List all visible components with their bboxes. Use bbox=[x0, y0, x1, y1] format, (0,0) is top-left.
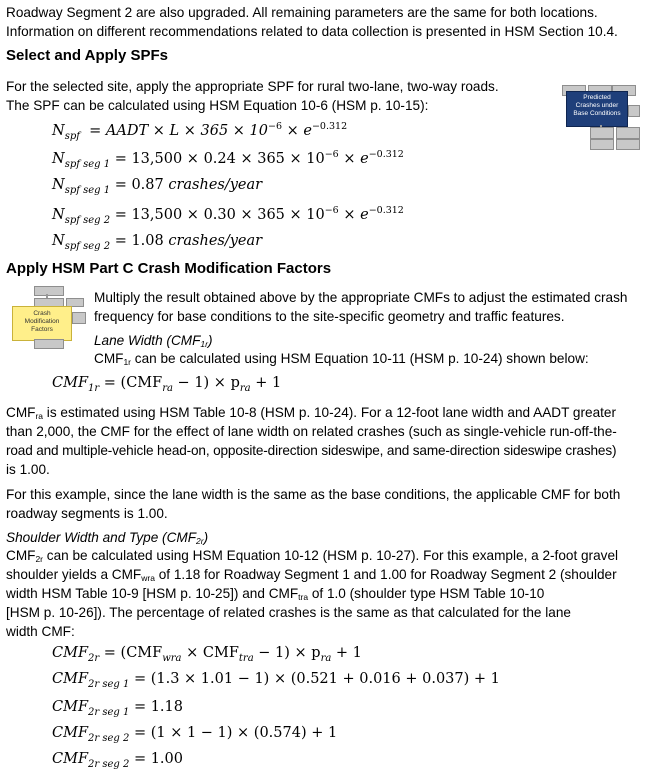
cmfra-para-line-4: is 1.00. bbox=[6, 462, 50, 477]
cmfra-para-line-3: road and multiple-vehicle head-on, opposite-direction sideswipe, and same-direction sideswipe crashes) bbox=[6, 443, 617, 458]
cmf-icon-label-3: Factors bbox=[31, 326, 53, 333]
cmf2r-equation-3: $CMF_{2r seg 1} = 1.18$ bbox=[52, 699, 183, 718]
cmf1r-equation: $CMF_{1r} = (CMF_{ra} - 1) \times p_{ra} + 1$ bbox=[52, 375, 282, 394]
shoulder-title: Shoulder Width and Type $(CMF_{2r})$ bbox=[6, 530, 209, 546]
cmfra-para-line-1: $CMF_{ra}$ is estimated using HSM Table 10-8 (HSM p. 10-24). For a 12-foot lane width and AADT greater bbox=[6, 405, 616, 421]
shoulder-line-1: $CMF_{2r}$ can be calculated using HSM Equation 10-12 (HSM p. 10-27). For this example, a 2-foot gravel bbox=[6, 548, 619, 564]
spf-equation-4: $N_{spf seg 2} = 13,500 \times 0.30 \times 365 \times 10^{-6} \times e^{-0.312}$ bbox=[52, 205, 404, 226]
cmfra-para-line-2: than 2,000, the CMF for the effect of lane width on related crashes (such as single-vehicle run-off-the- bbox=[6, 424, 617, 439]
cmf-para-line-2: frequency for base conditions to the site-specific geometry and traffic features. bbox=[94, 309, 565, 324]
lane-width-title: Lane Width $(CMF_{1r})$ bbox=[94, 333, 213, 349]
crash-modification-factors-flowchart-icon bbox=[6, 286, 86, 348]
cmf2r-equation-1: $CMF_{2r} = (CMF_{wra} \times CMF_{tra} - 1) \times p_{ra} + 1$ bbox=[52, 645, 362, 664]
cmf-icon-label-1: Crash bbox=[33, 310, 51, 317]
cmf-icon-label-2: Modification bbox=[24, 318, 60, 325]
heading-apply-cmfs: Apply HSM Part C Crash Modification Factors bbox=[6, 260, 332, 277]
lane-width-calc-line: $CMF_{1r}$ can be calculated using HSM Equation 10-11 (HSM p. 10-24) shown below: bbox=[94, 351, 589, 367]
spf-equation-5: $N_{spf seg 2} = 1.08$ crashes/year bbox=[52, 233, 263, 252]
intro-line-1: Roadway Segment 2 are also upgraded. All remaining parameters are the same for both locations. bbox=[6, 5, 598, 20]
predicted-icon-label-3: Base Conditions bbox=[573, 110, 621, 117]
example-para-line-1: For this example, since the lane width is the same as the base conditions, the applicable CMF for both bbox=[6, 487, 621, 502]
predicted-icon-label-2: Crashes under bbox=[575, 102, 619, 109]
spf-para-line-1: For the selected site, apply the appropriate SPF for rural two-lane, two-way roads. bbox=[6, 79, 499, 94]
shoulder-line-2: shoulder yields a $CMF_{wra}$ of 1.18 for Roadway Segment 1 and 1.00 for Roadway Segment 2 (shoulder bbox=[6, 567, 617, 583]
predicted-icon-label-1: Predicted bbox=[583, 94, 611, 101]
intro-line-2: Information on different recommendations related to data collection is presented in HSM Section 10.4. bbox=[6, 24, 618, 39]
example-para-line-2: roadway segments is 1.00. bbox=[6, 506, 168, 521]
heading-select-apply-spfs: Select and Apply SPFs bbox=[6, 47, 168, 64]
spf-para-line-2: The SPF can be calculated using HSM Equation 10-6 (HSM p. 10-15): bbox=[6, 98, 429, 113]
shoulder-line-3: width HSM Table 10-9 [HSM p. 10-25]) and $CMF_{tra}$ of 1.0 (shoulder type HSM Table 10-10 bbox=[6, 586, 545, 602]
cmf2r-equation-5: $CMF_{2r seg 2} = 1.00$ bbox=[52, 751, 183, 770]
cmf2r-equation-4: $CMF_{2r seg 2} = (1 \times 1 - 1) \times (0.574) + 1$ bbox=[52, 725, 338, 744]
shoulder-line-5: width CMF: bbox=[6, 624, 75, 639]
spf-equation-1: $N_{spf}$ = AADT × $L \times 365 \times 10^{-6} \times e^{-0.312}$ bbox=[52, 121, 348, 142]
cmf2r-equation-2: $CMF_{2r seg 1} = (1.3 \times 1.01 - 1) \times (0.521 + 0.016 + 0.037) + 1$ bbox=[52, 671, 500, 690]
predicted-crashes-flowchart-icon bbox=[560, 85, 640, 149]
shoulder-line-4: [HSM p. 10-26]). The percentage of related crashes is the same as that calculated for the lane bbox=[6, 605, 571, 620]
spf-equation-3: $N_{spf seg 1} = 0.87$ crashes/year bbox=[52, 177, 263, 196]
cmf-para-line-1: Multiply the result obtained above by the appropriate CMFs to adjust the estimated crash bbox=[94, 290, 628, 305]
spf-equation-2: $N_{spf seg 1} = 13,500 \times 0.24 \times 365 \times 10^{-6} \times e^{-0.312}$ bbox=[52, 149, 404, 170]
